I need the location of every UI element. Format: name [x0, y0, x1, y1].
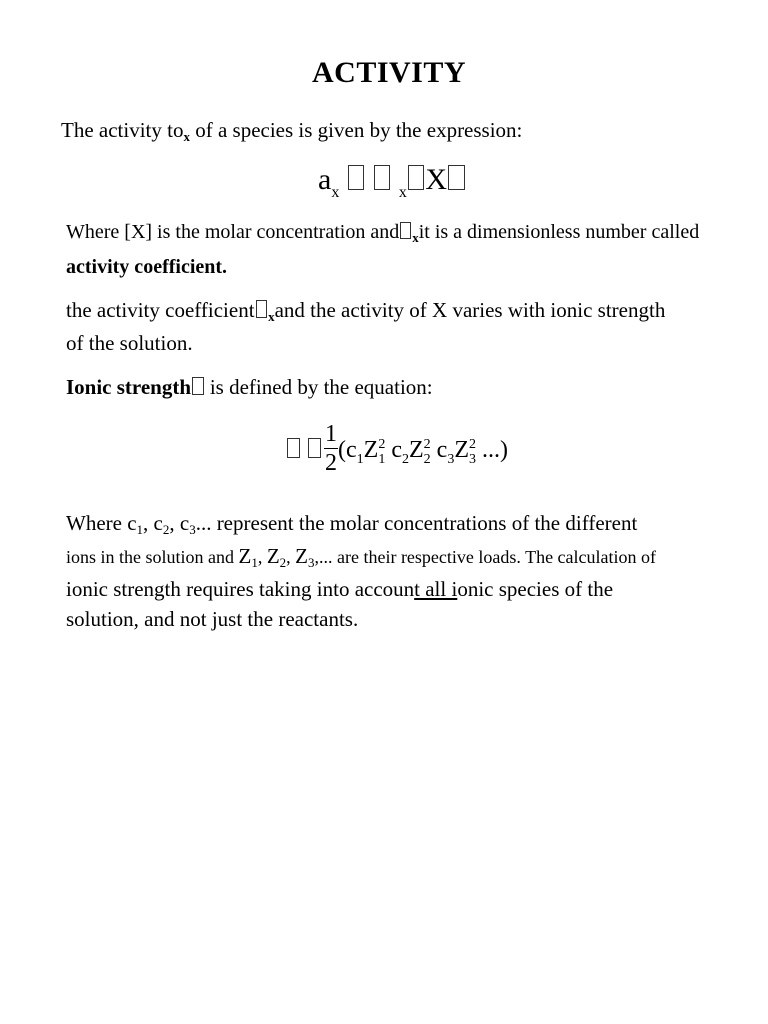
- coefficient-text-b: and the activity of X varies with ionic strength: [274, 298, 666, 322]
- l7-d: ... represent the molar concentrations of the different: [195, 511, 638, 535]
- l8-a: ions in the solution and: [66, 547, 239, 567]
- intro-subscript: x: [183, 129, 190, 144]
- l7-s2: 2: [162, 522, 170, 537]
- intro-line: [61, 118, 522, 145]
- missing-glyph-icon: [400, 222, 411, 239]
- l9-underlined: t all i: [414, 577, 458, 601]
- l7-s3: 3: [189, 522, 196, 537]
- l8-b: ,: [257, 547, 267, 567]
- solution-line: of the solution.: [66, 331, 193, 355]
- expr-x: X: [425, 163, 447, 196]
- eq-sub-1: 1: [356, 452, 364, 467]
- l8-z2: Z: [266, 544, 280, 568]
- fraction-denominator: 2: [325, 450, 337, 476]
- missing-glyph-icon: [308, 438, 321, 458]
- eq-z-1: Z: [363, 437, 379, 463]
- eq-tail: ...): [475, 437, 508, 463]
- eq-zsub-1: 1: [378, 452, 386, 467]
- fraction-numerator: 1: [325, 421, 337, 447]
- coefficient-line: [66, 298, 665, 325]
- l7-a: Where c: [66, 511, 137, 535]
- eq-c-2: c: [391, 437, 402, 463]
- eq-sub-2: 2: [401, 452, 409, 467]
- conclusion-line: solution, and not just the reactants.: [66, 607, 359, 631]
- expr-a: a: [318, 163, 332, 196]
- eq-zsub-3: 3: [468, 452, 476, 467]
- ionic-strength-text: is defined by the equation:: [204, 375, 433, 399]
- equation-left: [286, 437, 322, 464]
- eq-zsub-2: 2: [423, 452, 431, 467]
- eq-sup-2: 2: [423, 437, 431, 452]
- activity-coefficient-term: activity coefficient.: [66, 256, 228, 278]
- l8-s2: 2: [279, 555, 287, 570]
- eq-sub-3: 3: [447, 452, 455, 467]
- equation-terms: [338, 437, 508, 468]
- eq-sup-1: 2: [378, 437, 386, 452]
- ionic-strength-term: Ionic strength: [66, 375, 192, 399]
- coefficient-subscript: x: [268, 309, 275, 324]
- eq-z-2: Z: [408, 437, 424, 463]
- l8-c: ,: [286, 547, 296, 567]
- coefficient-text-a: the activity coefficient: [66, 298, 255, 322]
- l8-z1: Z: [238, 544, 252, 568]
- intro-text-a: The activity to: [61, 118, 184, 142]
- missing-glyph-icon: [348, 165, 365, 191]
- l7-s1: 1: [136, 522, 144, 537]
- expr-sub-1: x: [331, 184, 340, 201]
- l8-s1: 1: [251, 555, 258, 570]
- missing-glyph-icon: [448, 165, 465, 191]
- missing-glyph-icon: [287, 438, 300, 458]
- ionic-strength-line: [66, 375, 433, 399]
- definition-subscript: x: [412, 230, 419, 245]
- missing-glyph-icon: [192, 377, 204, 395]
- ionic-strength-equation: [286, 421, 546, 484]
- activity-expression: [318, 163, 466, 202]
- requirement-line: [66, 577, 613, 601]
- intro-text-b: of a species is given by the expression:: [189, 118, 523, 142]
- missing-glyph-icon: [374, 165, 391, 191]
- eq-c-3: c: [436, 437, 448, 463]
- eq-z-3: Z: [454, 437, 469, 463]
- l7-c: , c: [169, 511, 190, 535]
- l8-z3: Z: [295, 544, 308, 568]
- missing-glyph-icon: [408, 165, 425, 191]
- definition-text-a: Where [X] is the molar concentration and: [66, 221, 400, 243]
- l9-a: ionic strength requires taking into accoun: [66, 577, 415, 601]
- l8-d: ,... are their respective loads. The calculation of: [314, 547, 657, 567]
- page-title: ACTIVITY: [311, 56, 467, 89]
- eq-sup-3: 2: [468, 437, 476, 452]
- definition-text-b: it is a dimensionless number called: [418, 221, 700, 243]
- definition-line: [66, 221, 699, 246]
- expr-sub-2: x: [398, 184, 407, 201]
- charges-line: [66, 544, 656, 571]
- eq-open: (c: [338, 437, 357, 463]
- fraction-bar: [324, 448, 338, 449]
- l8-s3: 3: [307, 555, 315, 570]
- l9-b: onic species of the: [457, 577, 614, 601]
- where-concentrations-line: [66, 511, 637, 538]
- l7-b: , c: [143, 511, 163, 535]
- missing-glyph-icon: [256, 300, 268, 318]
